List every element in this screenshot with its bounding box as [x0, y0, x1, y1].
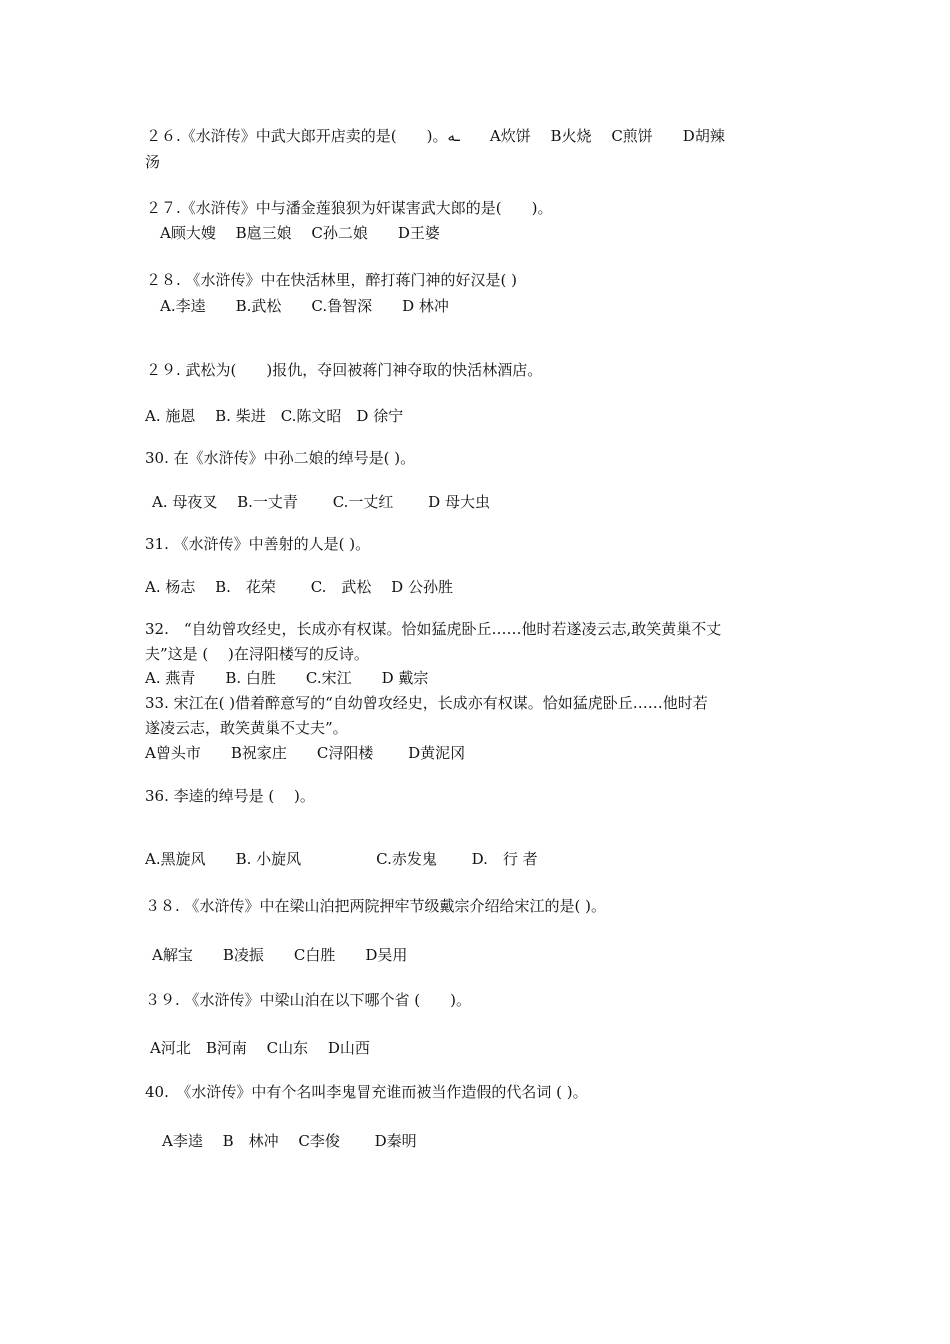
question-40-options: A李逵 B 林冲 C李俊 D秦明 — [162, 1132, 417, 1150]
question-36-stem: 36. 李逵的绰号是 ( )。 — [145, 787, 315, 805]
question-27-options: A顾大嫂 B扈三娘 C孙二娘 D王婆 — [160, 224, 440, 242]
question-27-stem: ２７.《水浒传》中与潘金莲狼狈为奸谋害武大郎的是( )。 — [146, 199, 553, 217]
question-38-stem: ３８. 《水浒传》中在梁山泊把两院押牢节级戴宗介绍给宋江的是( )。 — [145, 897, 607, 915]
question-39-stem: ３９. 《水浒传》中梁山泊在以下哪个省 ( )。 — [145, 991, 472, 1009]
question-26-stem: ２６.《水浒传》中武大郎开店卖的是( )。ـه A炊饼 B火烧 C煎饼 D胡辣 — [146, 127, 725, 145]
question-33-stem: 33. 宋江在( )借着醉意写的“自幼曾攻经史，长成亦有权谋。恰如猛虎卧丘……他时若 — [145, 694, 708, 712]
question-36-options: A.黑旋风 B. 小旋风 C.赤发鬼 D. 行 者 — [145, 850, 538, 868]
question-32-options: A. 燕青 B. 白胜 C.宋江 D 戴宗 — [145, 669, 429, 687]
question-26-stem-continuation: 汤 — [145, 153, 161, 171]
question-33-stem-continuation: 遂凌云志，敢笑黄巢不丈夫”。 — [145, 719, 348, 737]
question-38-options: A解宝 B凌振 C白胜 D吴用 — [152, 946, 408, 964]
question-29-options: A. 施恩 B. 柴进 C.陈文昭 D 徐宁 — [145, 407, 404, 425]
question-31-stem: 31. 《水浒传》中善射的人是( )。 — [145, 535, 371, 553]
question-28-options: A.李逵 B.武松 C.鲁智深 D 林冲 — [160, 297, 449, 315]
question-30-options: A. 母夜叉 B.一丈青 C.一丈红 D 母大虫 — [152, 493, 490, 511]
question-39-options: A河北 B河南 C山东 D山西 — [150, 1039, 370, 1057]
question-30-stem: 30. 在《水浒传》中孙二娘的绰号是( )。 — [145, 449, 416, 467]
question-40-stem: 40. 《水浒传》中有个名叫李鬼冒充谁而被当作造假的代名词 ( )。 — [145, 1083, 588, 1101]
question-32-stem: 32. “自幼曾攻经史，长成亦有权谋。恰如猛虎卧丘……他时若遂凌云志,敢笑黄巢不丈 — [145, 620, 722, 638]
question-29-stem: ２９. 武松为( )报仇，夺回被蒋门神夺取的快活林酒店。 — [146, 361, 543, 379]
question-33-options: A曾头市 B祝家庄 C浔阳楼 D黄泥冈 — [145, 744, 466, 762]
question-31-options: A. 杨志 B. 花荣 C. 武松 D 公孙胜 — [145, 578, 453, 596]
question-28-stem: ２８. 《水浒传》中在快活林里，醉打蒋门神的好汉是( ) — [146, 271, 518, 289]
question-32-stem-continuation: 夫”这是 ( )在浔阳楼写的反诗。 — [145, 645, 369, 663]
